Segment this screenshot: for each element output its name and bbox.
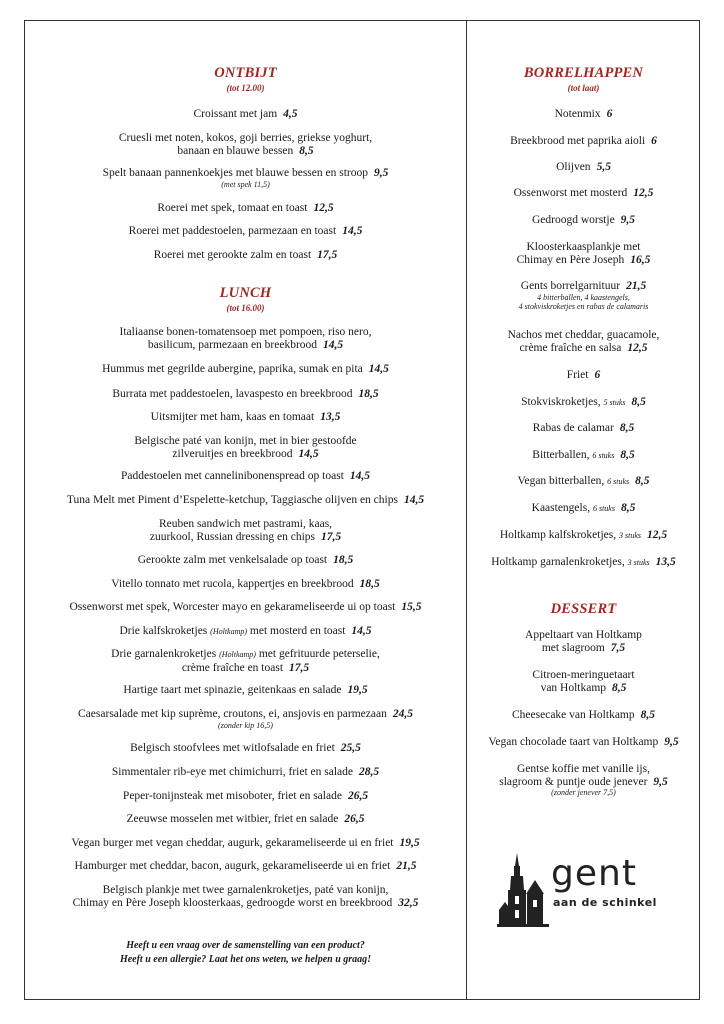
menu-item: Vegan chocolade taart van Holtkamp 9,5 bbox=[488, 736, 679, 748]
menu-item: Hamburger met cheddar, bacon, augurk, gekarameliseerde ui en friet 21,5 bbox=[74, 860, 417, 872]
borrelhappen-title: BORRELHAPPEN bbox=[523, 65, 644, 81]
menu-item: Italiaanse bonen-tomatensoep met pompoen, riso nero, basilicum, parmezaan en breekbrood 14,5 bbox=[119, 326, 372, 351]
menu-item: Gentse koffie met vanille ijs, slagroom & puntje oude jenever 9,5 (zonder jenever 7,5) bbox=[499, 763, 668, 797]
menu-item: Uitsmijter met ham, kaas en tomaat 13,5 bbox=[150, 411, 341, 423]
menu-item: Friet 6 bbox=[566, 369, 601, 381]
menu-item: Belgisch stoofvlees met witlofsalade en friet 25,5 bbox=[130, 742, 361, 754]
church-tower-icon bbox=[497, 850, 551, 930]
menu-item: Appeltaart van Holtkamp met slagroom 7,5 bbox=[525, 629, 642, 654]
menu-item: Stokviskroketjes, 5 stuks 8,5 bbox=[521, 396, 646, 408]
menu-item: Hartige taart met spinazie, geitenkaas en salade 19,5 bbox=[123, 684, 368, 696]
menu-item: Citroen-meringuetaart van Holtkamp 8,5 bbox=[532, 669, 635, 694]
menu-item: Roerei met spek, tomaat en toast 12,5 bbox=[157, 202, 334, 214]
menu-item: Notenmix 6 bbox=[554, 108, 613, 120]
menu-item: Kaastengels, 6 stuks 8,5 bbox=[531, 502, 636, 514]
menu-item: Holtkamp garnalenkroketjes, 3 stuks 13,5 bbox=[491, 556, 676, 568]
menu-item: Drie kalfskroketjes (Holtkamp) met mosterd en toast 14,5 bbox=[119, 625, 372, 637]
ontbijt-subtitle: (tot 12.00) bbox=[226, 83, 265, 93]
menu-item: Reuben sandwich met pastrami, kaas, zuurkool, Russian dressing en chips 17,5 bbox=[149, 518, 342, 543]
logo-tagline: aan de schinkel bbox=[553, 896, 657, 909]
menu-item: Cruesli met noten, kokos, goji berries, griekse yoghurt, banaan en blauwe bessen 8,5 bbox=[118, 132, 373, 157]
menu-item: Olijven 5,5 bbox=[556, 161, 611, 173]
menu-item: Paddestoelen met cannelinibonenspread op toast 14,5 bbox=[120, 470, 371, 482]
menu-item: Spelt banaan pannenkoekjes met blauwe bessen en stroop 9,5 (met spek 11,5) bbox=[102, 167, 389, 189]
menu-item: Ossenworst met spek, Worcester mayo en gekarameliseerde ui op toast 15,5 bbox=[69, 601, 422, 613]
dessert-title: DESSERT bbox=[550, 601, 617, 617]
menu-item: Simmentaler rib-eye met chimichurri, friet en salade 28,5 bbox=[111, 766, 380, 778]
allergy-note: Heeft u een vraag over de samenstelling van een product? Heeft u een allergie? Laat het ons weten, we helpen u graag! bbox=[119, 940, 372, 965]
menu-item: Zeeuwse mosselen met witbier, friet en salade 26,5 bbox=[126, 813, 365, 825]
menu-item: Caesarsalade met kip suprème, croutons, ei, ansjovis en parmezaan 24,5 (zonder kip 16,5) bbox=[78, 708, 413, 730]
menu-item: Peper-tonijnsteak met misoboter, friet en salade 26,5 bbox=[122, 790, 369, 802]
menu-item: Vegan burger met vegan cheddar, augurk, gekarameliseerde ui en friet 19,5 bbox=[71, 837, 420, 849]
menu-item: Belgische paté van konijn, met in bier gestoofde zilveruitjes en breekbrood 14,5 bbox=[134, 435, 357, 460]
gent-logo bbox=[497, 850, 677, 930]
menu-item: Gedroogd worstje 9,5 bbox=[531, 214, 636, 226]
logo-wordmark: gent bbox=[551, 853, 637, 894]
lunch-subtitle: (tot 16.00) bbox=[226, 303, 265, 313]
menu-item: Belgisch plankje met twee garnalenkroketjes, paté van konijn, Chimay en Père Joseph kloosterkaas, gedroogde worst en breekbrood 32,5 bbox=[72, 884, 419, 909]
menu-item: Vitello tonnato met rucola, kappertjes en breekbrood 18,5 bbox=[111, 578, 380, 590]
menu-item: Vegan bitterballen, 6 stuks 8,5 bbox=[517, 475, 650, 487]
menu-item: Holtkamp kalfskroketjes, 3 stuks 12,5 bbox=[499, 529, 668, 541]
menu-item: Croissant met jam 4,5 bbox=[193, 108, 298, 120]
menu-item: Cheesecake van Holtkamp 8,5 bbox=[512, 709, 655, 721]
menu-item: Tuna Melt met Piment d’Espelette-ketchup, Taggiasche olijven en chips 14,5 bbox=[66, 494, 425, 506]
borrelhappen-subtitle: (tot laat) bbox=[567, 83, 600, 93]
menu-item: Breekbrood met paprika aioli 6 bbox=[510, 135, 657, 147]
lunch-title: LUNCH bbox=[219, 285, 272, 301]
menu-item: Bitterballen, 6 stuks 8,5 bbox=[532, 449, 635, 461]
menu-item: Rabas de calamar 8,5 bbox=[532, 422, 635, 434]
menu-item: Gerookte zalm met venkelsalade op toast 18,5 bbox=[137, 554, 354, 566]
menu-item: Gents borrelgarnituur 21,5 4 bitterballen, 4 kaastengels, 4 stokviskroketjes en rabas de calamaris bbox=[518, 280, 649, 311]
ontbijt-title: ONTBIJT bbox=[214, 65, 277, 81]
menu-item: Drie garnalenkroketjes (Holtkamp) met gefrituurde peterselie, crème fraîche en toast 17,5 bbox=[111, 648, 380, 674]
menu-item: Roerei met paddestoelen, parmezaan en toast 14,5 bbox=[128, 225, 363, 237]
menu-item: Nachos met cheddar, guacamole, crème fraîche en salsa 12,5 bbox=[507, 329, 660, 354]
menu-item: Hummus met gegrilde aubergine, paprika, sumak en pita 14,5 bbox=[102, 363, 389, 375]
menu-item: Kloosterkaasplankje met Chimay en Père Joseph 16,5 bbox=[516, 241, 651, 266]
menu-item: Burrata met paddestoelen, lavaspesto en breekbrood 18,5 bbox=[112, 388, 379, 400]
menu-item: Roerei met gerookte zalm en toast 17,5 bbox=[153, 249, 338, 261]
menu-item: Ossenworst met mosterd 12,5 bbox=[513, 187, 654, 199]
